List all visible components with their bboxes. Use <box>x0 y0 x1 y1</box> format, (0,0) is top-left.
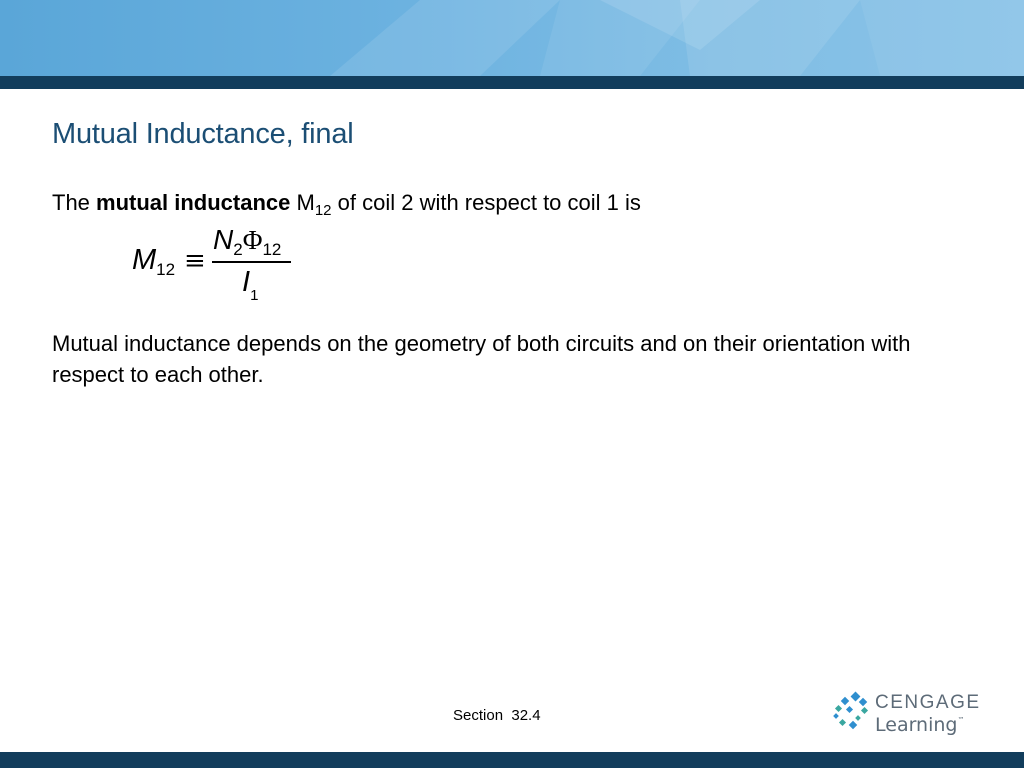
formula-numerator-phi: Φ <box>242 225 263 255</box>
formula-denominator-i: I <box>242 266 251 298</box>
formula-numerator-phi-subscript: 12 <box>262 240 282 259</box>
logo-word-learning <box>875 714 965 736</box>
logo-mark-square <box>841 697 849 705</box>
header-band <box>0 0 1024 76</box>
formula-denominator-subscript: 1 <box>250 287 259 304</box>
logo-mark-square <box>835 705 842 712</box>
formula-numerator-n: N <box>213 224 234 255</box>
logo-trademark: ™ <box>957 716 965 724</box>
explanation-paragraph: Mutual inductance depends on the geometry of both circuits and on their orientation with respect to each other. <box>52 331 911 387</box>
formula-relation: ≡ <box>184 246 206 276</box>
header-rule <box>0 76 1024 89</box>
formula-fraction-bar <box>212 261 291 263</box>
definition-term: mutual inductance <box>96 190 291 215</box>
logo-word-learning-text: Learning <box>875 714 958 736</box>
logo-word-cengage: CENGAGE <box>875 692 981 713</box>
logo-mark-square <box>839 719 846 726</box>
logo-mark-square <box>833 713 839 719</box>
logo-mark-square <box>861 707 868 714</box>
logo-mark-square <box>846 706 853 713</box>
formula-numerator-n-subscript: 2 <box>233 240 243 259</box>
logo-mark-square <box>855 715 861 721</box>
formula-lhs <box>132 244 175 280</box>
definition-suffix: of coil 2 with respect to coil 1 is <box>331 190 641 215</box>
cengage-logo-mark-icon <box>830 690 870 730</box>
formula-denominator <box>242 266 258 304</box>
definition-symbol-subscript: 12 <box>314 202 332 219</box>
logo-mark-square <box>859 698 867 706</box>
definition-prefix: The <box>52 190 97 215</box>
formula-lhs-subscript: 12 <box>156 260 176 279</box>
footer-rule <box>0 752 1024 768</box>
logo-mark-square <box>849 721 857 729</box>
header-decoration <box>0 0 1024 76</box>
cengage-learning-logo <box>830 690 990 740</box>
formula-lhs-symbol: M <box>132 244 157 276</box>
mutual-inductance-formula <box>132 224 332 308</box>
definition-symbol: M <box>290 190 315 215</box>
slide-title: Mutual Inductance, final <box>52 118 354 150</box>
definition-line <box>52 188 641 226</box>
section-label: Section 32.4 <box>453 707 541 724</box>
logo-mark-square <box>851 692 861 702</box>
formula-numerator <box>213 224 281 260</box>
